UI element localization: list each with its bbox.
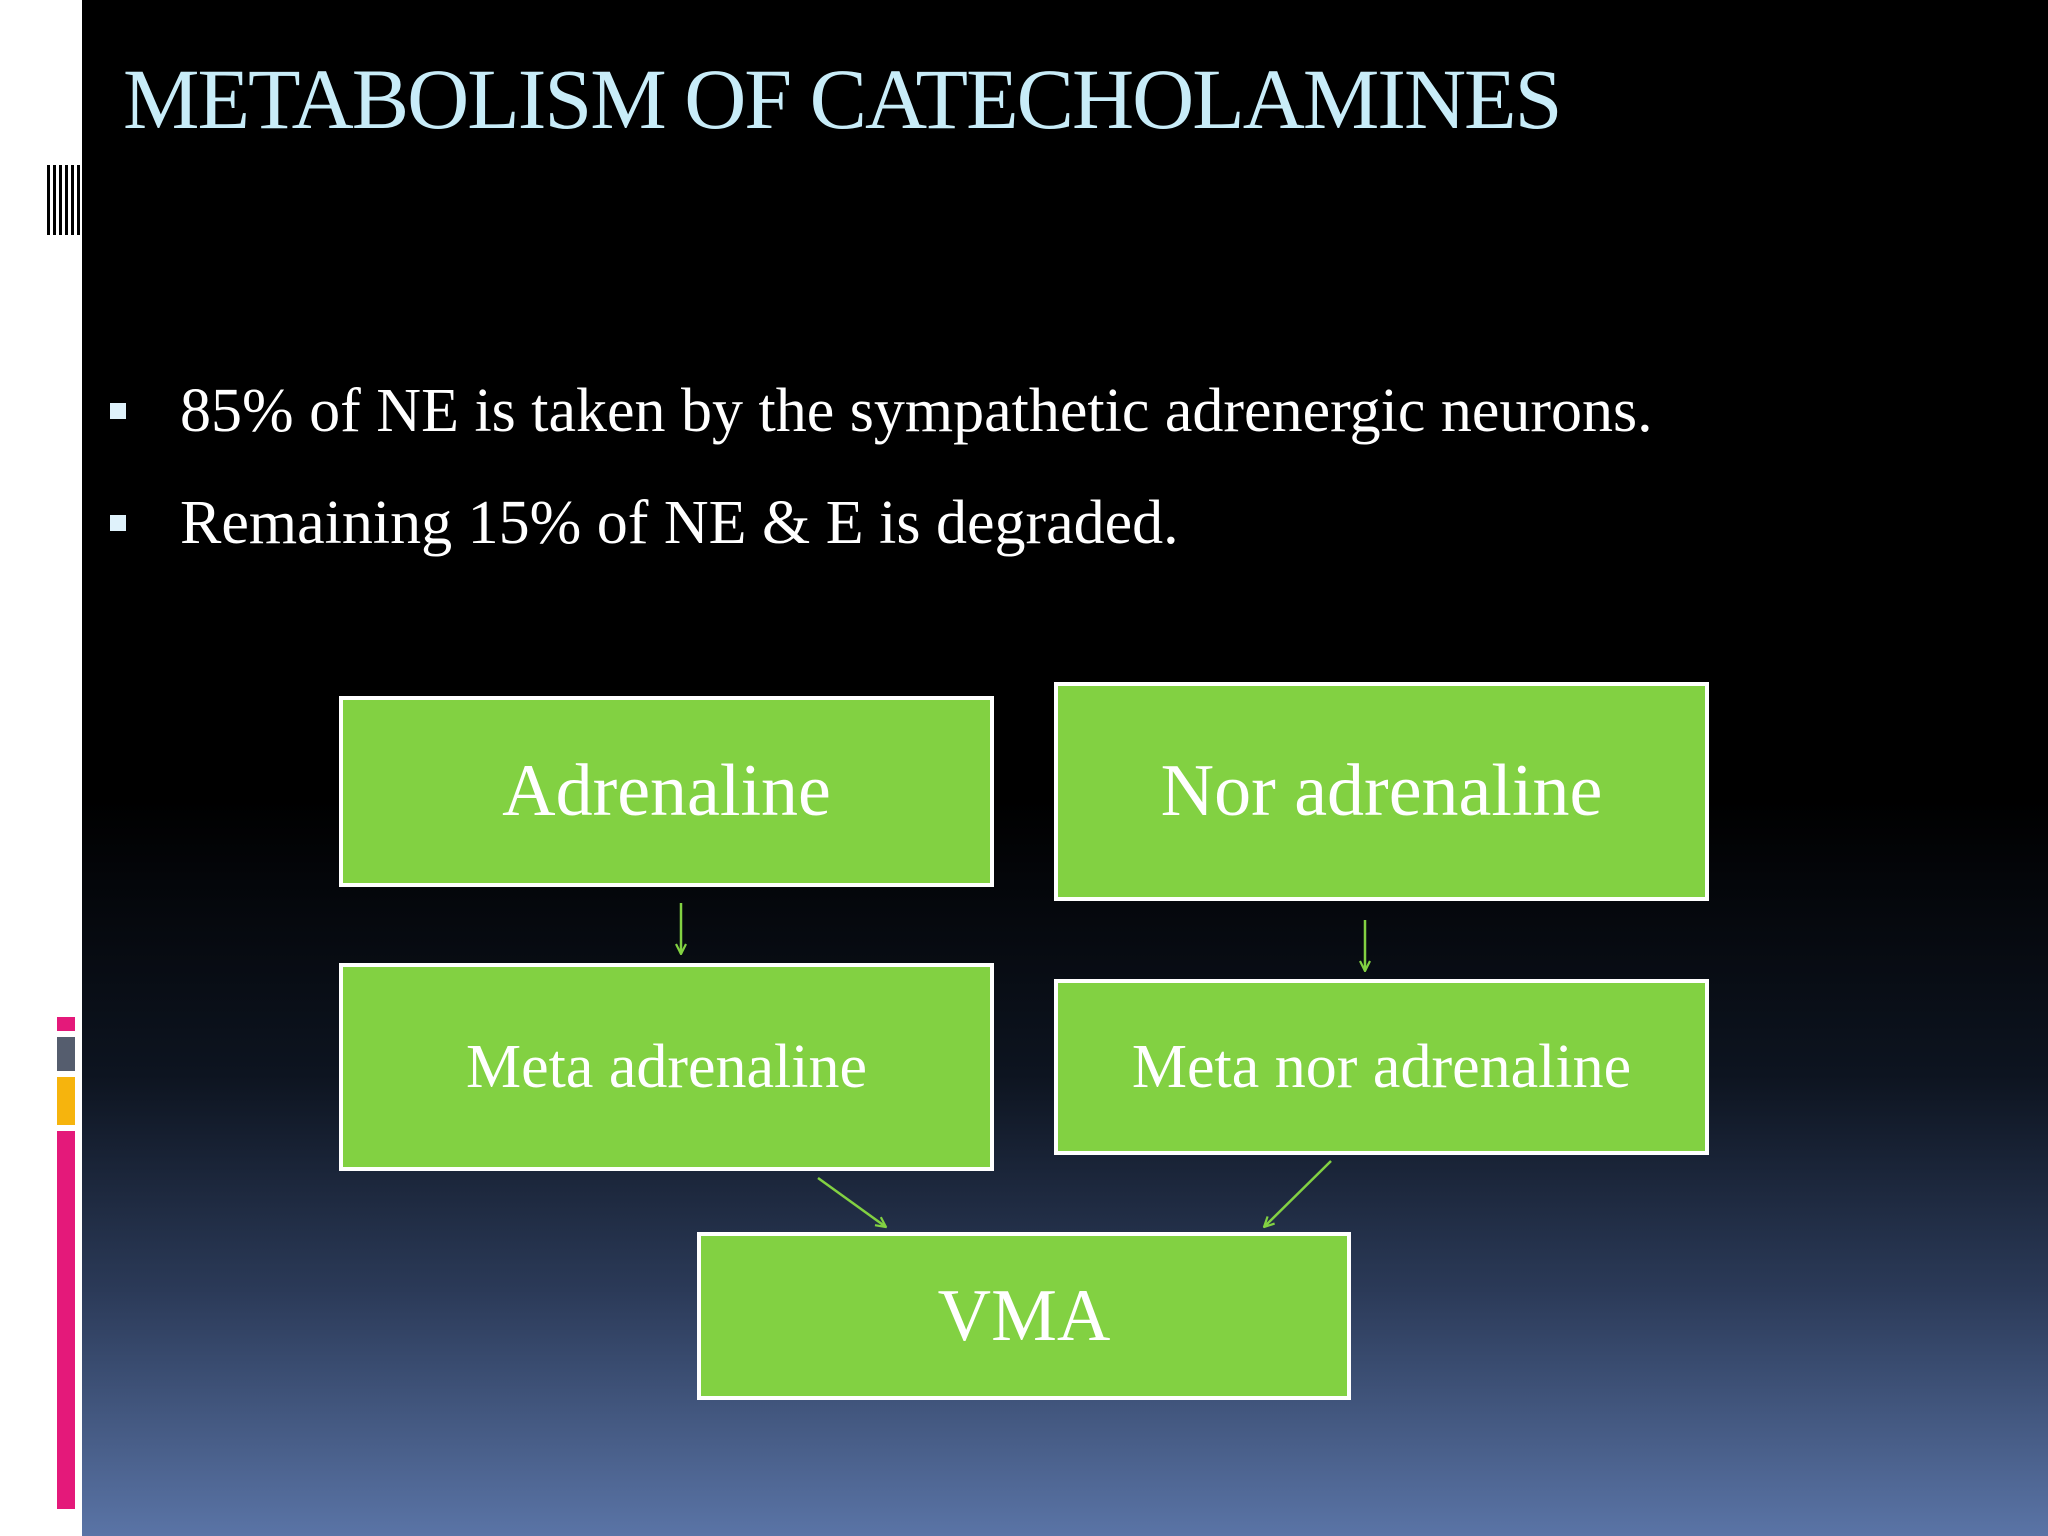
accent-bar-gray — [57, 1037, 75, 1071]
square-bullet-icon — [110, 403, 126, 419]
bullet-item — [110, 355, 1653, 467]
node-meta-nor-adrenaline: Meta nor adrenaline — [1054, 979, 1709, 1155]
accent-bar-pink-small — [57, 1017, 75, 1031]
square-bullet-icon — [110, 515, 126, 531]
node-vma: VMA — [697, 1232, 1351, 1400]
bullet-item — [110, 467, 1653, 579]
bullet-list — [110, 355, 1653, 579]
node-meta-adrenaline: Meta adrenaline — [339, 963, 994, 1171]
striped-decoration — [47, 165, 81, 235]
node-adrenaline: Adrenaline — [339, 696, 994, 887]
node-nor-adrenaline: Nor adrenaline — [1054, 682, 1709, 901]
accent-bar-pink — [57, 1131, 75, 1509]
bullet-text: Remaining 15% of NE & E is degraded. — [180, 488, 1179, 557]
left-decorative-strip — [0, 0, 82, 1536]
bullet-text: 85% of NE is taken by the sympathetic adrenergic neurons. — [180, 376, 1653, 445]
accent-bar-orange — [57, 1077, 75, 1125]
slide-title: METABOLISM OF CATECHOLAMINES — [123, 51, 1561, 147]
